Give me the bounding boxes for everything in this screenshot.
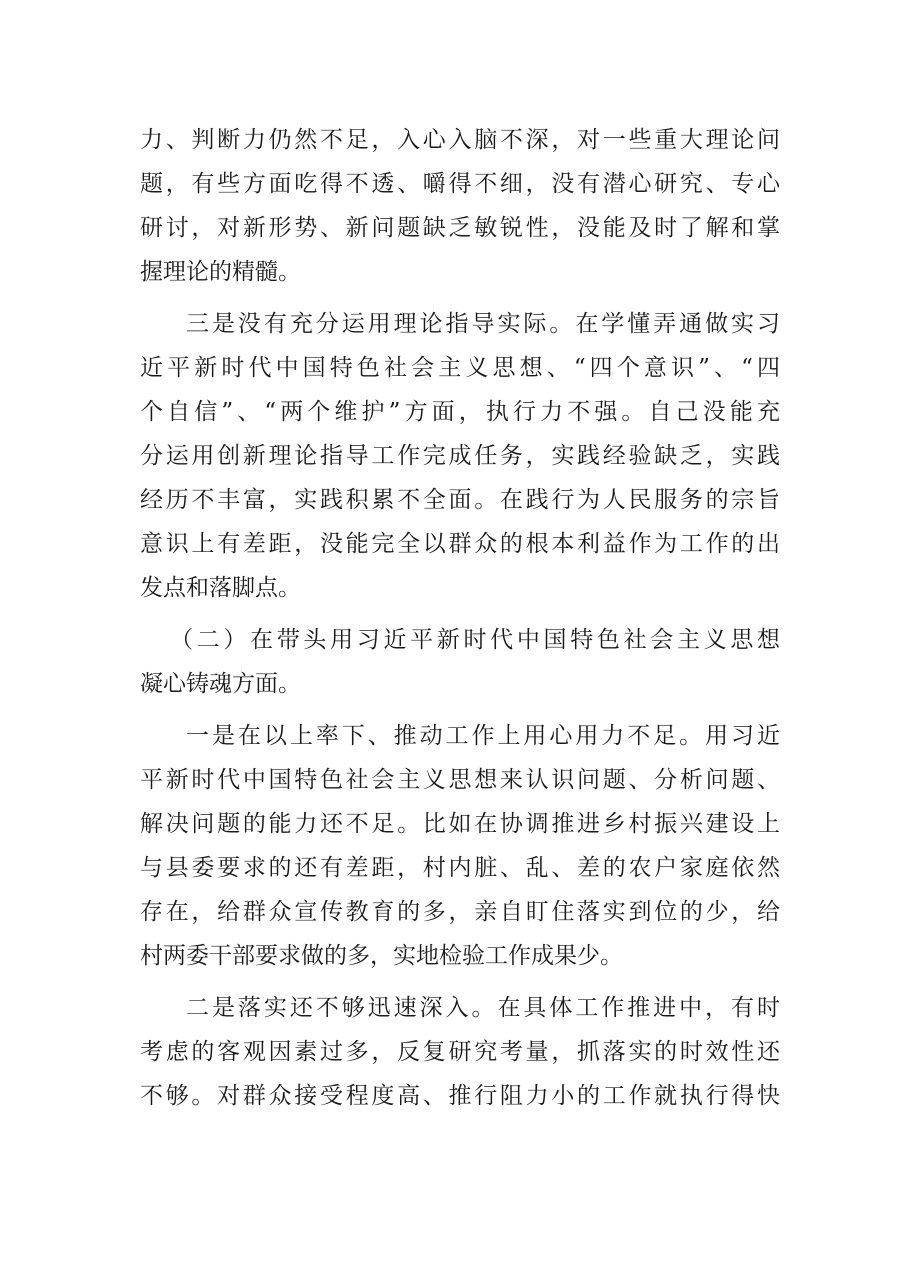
text-line: 握理论的精髓。 (140, 259, 301, 285)
text-line: 二是落实还不够迅速深入。在具体工作推进中，有时 (186, 995, 780, 1021)
text-line: 解决问题的能力还不足。比如在协调推进乡村振兴建设上 (140, 811, 780, 837)
text-line: 力、判断力仍然不足，入心入脑不深，对一些重大理论问 (140, 127, 780, 153)
paragraph-point-one (140, 714, 780, 978)
text-line: 研讨，对新形势、新问题缺乏敏锐性，没能及时了解和掌 (140, 215, 780, 241)
paragraph-point-three (140, 302, 780, 610)
text-line: 发点和落脚点。 (140, 575, 301, 601)
text-line: 村两委干部要求做的多，实地检验工作成果少。 (140, 943, 623, 969)
text-line: 凝心铸魂方面。 (140, 671, 301, 697)
paragraph-continuation (140, 118, 780, 294)
section-heading-two (140, 618, 780, 706)
text-line: 近平新时代中国特色社会主义思想、“四个意识”、“四 (140, 355, 780, 381)
text-line: 存在，给群众宣传教育的多，亲自盯住落实到位的少，给 (140, 899, 780, 925)
text-line: 与县委要求的还有差距，村内脏、乱、差的农户家庭依然 (140, 855, 780, 881)
text-line: 一是在以上率下、推动工作上用心用力不足。用习近 (186, 723, 780, 749)
document-body (140, 118, 780, 1126)
text-line: 不够。对群众接受程度高、推行阻力小的工作就执行得快 (140, 1083, 780, 1109)
text-line: 平新时代中国特色社会主义思想来认识问题、分析问题、 (140, 767, 780, 793)
text-line: 考虑的客观因素过多，反复研究考量，抓落实的时效性还 (140, 1039, 780, 1065)
text-line: （二）在带头用习近平新时代中国特色社会主义思想 (170, 627, 780, 653)
text-line: 意识上有差距，没能完全以群众的根本利益作为工作的出 (140, 531, 780, 557)
text-line: 分运用创新理论指导工作完成任务，实践经验缺乏，实践 (140, 443, 780, 469)
text-line: 三是没有充分运用理论指导实际。在学懂弄通做实习 (186, 311, 780, 337)
text-line: 经历不丰富，实践积累不全面。在践行为人民服务的宗旨 (140, 487, 780, 513)
text-line: 个自信”、“两个维护”方面，执行力不强。自己没能充 (140, 399, 780, 425)
paragraph-point-two (140, 986, 780, 1118)
text-line: 题，有些方面吃得不透、嚼得不细，没有潜心研究、专心 (140, 171, 780, 197)
